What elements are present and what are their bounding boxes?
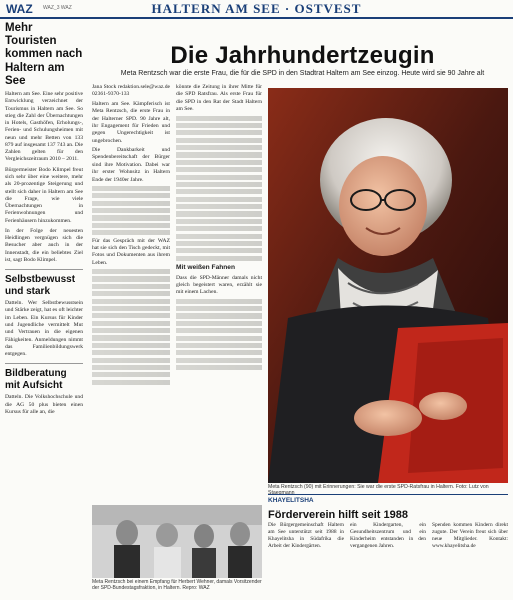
archive-caption-text: Meta Rentzsch bei einem Empfang für Herbert Wehner, damals Vorsitzender der SPD-Bundestagsfraktion, in Haltern. [92, 579, 262, 592]
article-paragraph: Dass die SPD-Männer damals nicht gleich begeistert waren, erzählt sie mit einem Lachen. [176, 274, 262, 296]
text-line [176, 321, 262, 326]
khayelitsha-column-3: Spenden kommen Kindern direkt zugute. Der Verein freut sich über neue Mitglieder. Kontakt: www.khayelitsha.de [432, 522, 508, 550]
article-paragraph: Die Dankbarkeit und Spendenbereitschaft der Bürger sind ihre Motivation. Dabei war ihr erster Wohnsitz in Haltern Ende der 1940er Jahre. [92, 147, 170, 183]
text-line [176, 152, 262, 157]
article-paragraph: Für das Gespräch mit der WAZ hat sie sich den Tisch gedeckt, mit Fotos und Dokumenten aus ihrem Leben. [92, 237, 170, 266]
text-line [92, 306, 170, 311]
text-line [92, 193, 170, 198]
khayelitsha-title: Förderverein hilft seit 1988 [268, 509, 408, 521]
text-line [176, 343, 262, 348]
article-intro: Haltern am See. Kämpferisch ist Meta Rentzsch, die erste Frau in der Halterner SPD. 90 Jahre alt, ihr Engagement für Frieden und gegen Ungerechtigkeit ist ungebrochen. [92, 100, 170, 144]
page-tag: WAZ_3 WAZ [43, 5, 72, 11]
story-text-bildberatung: Datteln. Die Volkshochschule und die AG 50 plus bieten einen Kursus für alle an, die [5, 394, 83, 415]
text-line [176, 358, 262, 363]
text-line [92, 358, 170, 363]
text-line [176, 116, 262, 121]
text-line [92, 343, 170, 348]
text-line [176, 211, 262, 216]
text-line [176, 365, 262, 370]
text-line [176, 160, 262, 165]
article-subhead: Mit weißen Fahnen [176, 263, 235, 271]
text-line [92, 186, 170, 191]
article-column-1 [92, 84, 170, 387]
text-line [176, 175, 262, 180]
article-photo [268, 88, 508, 483]
text-line [176, 328, 262, 333]
text-line [92, 328, 170, 333]
text-line [92, 321, 170, 326]
text-line [176, 336, 262, 341]
text-line [92, 365, 170, 370]
divider [5, 269, 83, 270]
text-line [92, 269, 170, 274]
text-line [92, 208, 170, 213]
text-line [176, 138, 262, 143]
text-line [92, 201, 170, 206]
left-column [5, 22, 83, 416]
text-line [176, 306, 262, 311]
text-line [92, 299, 170, 304]
caption-text: Meta Rentzsch (90) mit Erinnerungen: Sie war die erste SPD-Ratsfrau in Haltern. [268, 484, 455, 490]
text-line [176, 123, 262, 128]
text-line [92, 350, 170, 355]
story-text-tourism-2: Bürgermeister Bodo Klimpel freut sich sehr über eine weitere, mehr als 20-prozentige Steigerung und stellt sich daher in Haltern am See die Frage, wie viele Übernachtungen in Ferienwohnungen und Ferienhäusern hinzukommen. [5, 166, 83, 224]
newspaper-logo: WAZ [6, 2, 33, 16]
text-line [176, 130, 262, 135]
text-line [176, 256, 262, 261]
archive-photo [92, 505, 262, 578]
story-title-tourism: Mehr Touristen kommen nach Haltern am See [5, 22, 83, 87]
text-line [176, 313, 262, 318]
text-line [92, 372, 170, 377]
portrait-image [268, 88, 508, 483]
text-line [176, 204, 262, 209]
text-line [92, 276, 170, 281]
text-line [176, 226, 262, 231]
divider [5, 363, 83, 364]
text-line [92, 215, 170, 220]
story-title-bildberatung: Bildberatung mit Aufsicht [5, 368, 67, 391]
archive-photo-caption [92, 579, 262, 592]
story-text-selbstbewusst: Datteln. Wer Selbstbewusstsein und Stärke zeigt, hat es oft leichter im Leben. Ein Kursus für Kinder und Jugendliche vermittelt Mut und Vertrauen in die eigenen Fähigkeiten. Anmeldungen nimmt das Familienbildungswerk entgegen. [5, 300, 83, 358]
masthead-bar [0, 0, 513, 19]
author-line: Jana Stock redaktion.sele@waz.de 02361-9370-133 [92, 84, 170, 98]
photo-credit: Foto: Lutz von Staegmann [268, 484, 489, 496]
text-line [176, 182, 262, 187]
text-line [92, 313, 170, 318]
archive-image [92, 505, 262, 578]
text-line [176, 248, 262, 253]
text-line [176, 189, 262, 194]
khayelitsha-column-1: Die Bürgergemeinschaft Haltern am See unterstützt seit 1988 in Khayelitsha in Südafrika die Arbeit der Kindergärten. [268, 522, 344, 550]
article-column-2 [176, 84, 262, 372]
archive-photo-credit: Repro: WAZ [182, 585, 210, 592]
text-line [176, 234, 262, 239]
story-text-tourism-3: In der Folge der neuesten Heidlingen vergnügen sich die Besucher aber auch in der Innenstadt, die ein beliebtes Ziel ist, sagt Bodo Klimpel. [5, 227, 83, 263]
section-title: HALTERN AM SEE · OSTVEST [151, 1, 362, 16]
text-line [92, 230, 170, 235]
article-paragraph: könnte die Zeitung in ihrer Mitte für die SPD Ratsfrau. Als erste Frau für die SPD in den Rat der Stadt Haltern am See. [176, 84, 262, 113]
story-text-tourism-1: Haltern am See. Eine sehr positive Entwicklung verzeichnet der Tourismus in Haltern am See. So stieg die Zahl der Übernachtungen in Hotels, Gasthöfen, Erholungs-, Ferien- und Schulungsheimen mit neun und mehr Betten von 133 879 auf insgesamt 137 743 an. Die Zahlen gelten für den Vergleichszeitraum 2010 – 2011. [5, 91, 83, 163]
text-line [92, 223, 170, 228]
text-line [176, 350, 262, 355]
text-line [176, 167, 262, 172]
main-headline: Die Jahrhundertzeugin [170, 42, 435, 69]
story-title-selbstbewusst: Selbstbewusst und stark [5, 274, 76, 297]
kicker-khayelitsha: KHAYELITSHA [268, 494, 508, 504]
text-line [176, 299, 262, 304]
text-line [176, 219, 262, 224]
text-line [92, 380, 170, 385]
text-line [176, 145, 262, 150]
text-line [92, 335, 170, 340]
khayelitsha-column-2: ein Kindergarten, ein Gesundheitszentrum und ein Kinderheim entstanden in den vergangenen Jahren. [350, 522, 426, 550]
text-line [176, 241, 262, 246]
main-deck: Meta Rentzsch war die erste Frau, die für die SPD in den Stadtrat Haltern am See einzog. Heute wird sie 90 Jahre alt [120, 70, 485, 77]
text-line [92, 284, 170, 289]
text-line [92, 291, 170, 296]
text-line [176, 197, 262, 202]
